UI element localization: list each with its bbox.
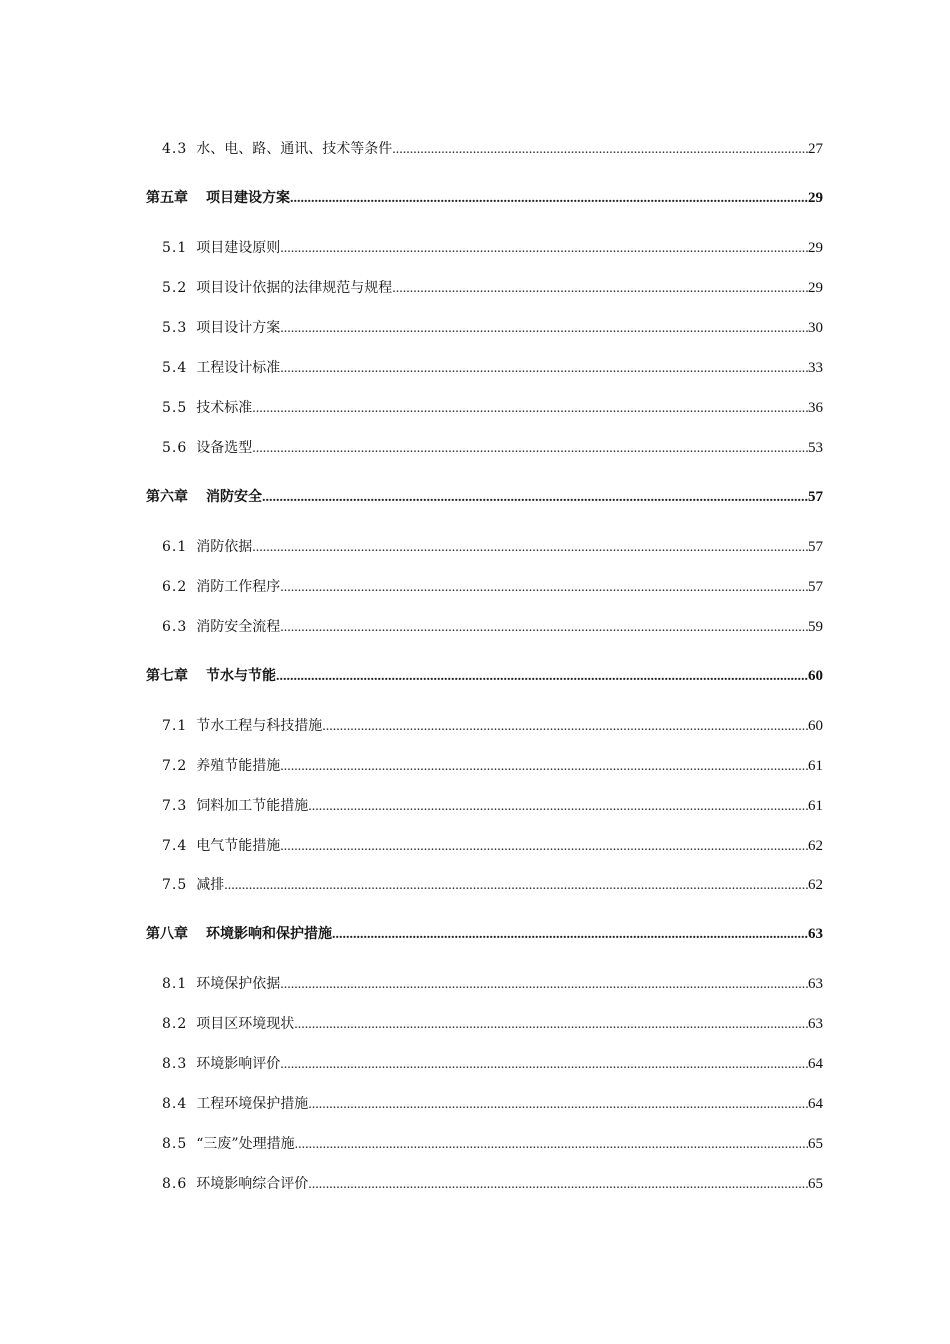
toc-entry-number: 6.1 — [162, 539, 188, 555]
toc-entry-page-number: 64 — [808, 1056, 823, 1072]
toc-entry-title: 水、电、路、通讯、技术等条件 — [196, 141, 393, 157]
toc-entry-number: 5.3 — [162, 320, 188, 336]
toc-section-entry[interactable] — [162, 357, 823, 379]
toc-dot-leader — [280, 318, 808, 340]
toc-entry-number: 第五章 — [146, 190, 188, 206]
toc-dot-leader — [276, 666, 808, 688]
toc-entry-page-number: 33 — [808, 360, 823, 376]
toc-dot-leader — [224, 875, 808, 897]
toc-entry-number: 第八章 — [146, 926, 188, 942]
toc-entry-title: 电气节能措施 — [196, 838, 281, 854]
toc-entry-number: 7.5 — [162, 877, 188, 893]
toc-dot-leader — [290, 188, 808, 210]
toc-entry-title: 项目建设原则 — [196, 240, 281, 256]
toc-dot-leader — [280, 617, 808, 639]
toc-entry-title: 消防安全流程 — [196, 619, 281, 635]
toc-entry-page-number: 30 — [808, 320, 823, 336]
toc-chapter-entry[interactable] — [146, 665, 823, 687]
toc-section-entry[interactable] — [162, 973, 823, 995]
toc-entry-title: 设备选型 — [196, 440, 253, 456]
toc-entry-title: 项目建设方案 — [206, 190, 290, 206]
toc-dot-leader — [308, 1094, 808, 1116]
toc-dot-leader — [308, 1174, 808, 1196]
toc-entry-number: 7.4 — [162, 838, 188, 854]
toc-entry-number: 7.3 — [162, 798, 188, 814]
toc-entry-page-number: 65 — [808, 1176, 823, 1192]
toc-entry-number: 第七章 — [146, 668, 188, 684]
toc-entry-number: 8.5 — [162, 1136, 188, 1152]
toc-entry-number: 7.1 — [162, 718, 188, 734]
toc-entry-page-number: 53 — [808, 440, 823, 456]
toc-entry-number: 5.5 — [162, 400, 188, 416]
toc-dot-leader — [280, 238, 808, 260]
toc-entry-title: 环境保护依据 — [196, 976, 281, 992]
toc-section-entry[interactable] — [162, 437, 823, 459]
toc-entry-page-number: 29 — [808, 280, 823, 296]
toc-section-entry[interactable] — [162, 1053, 823, 1075]
toc-entry-title: 养殖节能措施 — [196, 758, 281, 774]
toc-section-entry[interactable] — [162, 874, 823, 896]
toc-dot-leader — [392, 278, 808, 300]
toc-entry-page-number: 62 — [808, 877, 823, 893]
toc-entry-title: 环境影响评价 — [196, 1056, 281, 1072]
toc-section-entry[interactable] — [162, 715, 823, 737]
toc-dot-leader — [280, 1054, 808, 1076]
toc-dot-leader — [308, 796, 808, 818]
toc-entry-page-number: 57 — [808, 579, 823, 595]
toc-entry-title: 环境影响综合评价 — [196, 1176, 309, 1192]
toc-dot-leader — [295, 1134, 808, 1156]
toc-dot-leader — [252, 537, 808, 559]
toc-entry-page-number: 61 — [808, 758, 823, 774]
toc-entry-title: 饲料加工节能措施 — [196, 798, 309, 814]
toc-entry-page-number: 63 — [808, 976, 823, 992]
toc-entry-number: 5.6 — [162, 440, 188, 456]
toc-entry-page-number: 59 — [808, 619, 823, 635]
toc-entry-page-number: 29 — [808, 240, 823, 256]
toc-entry-page-number: 36 — [808, 400, 823, 416]
toc-section-entry[interactable] — [162, 237, 823, 259]
toc-entry-title: 环境影响和保护措施 — [206, 926, 332, 942]
toc-entry-number: 5.4 — [162, 360, 188, 376]
toc-dot-leader — [332, 924, 808, 946]
toc-entry-number: 8.4 — [162, 1096, 188, 1112]
toc-entry-number: 6.3 — [162, 619, 188, 635]
toc-dot-leader — [280, 756, 808, 778]
toc-section-entry[interactable] — [162, 835, 823, 857]
toc-dot-leader — [252, 398, 808, 420]
toc-section-entry[interactable] — [162, 616, 823, 638]
toc-section-entry[interactable] — [162, 138, 823, 160]
toc-entry-title: “三废”处理措施 — [196, 1136, 295, 1152]
toc-dot-leader — [280, 358, 808, 380]
toc-section-entry[interactable] — [162, 755, 823, 777]
toc-entry-title: 项目设计依据的法律规范与规程 — [196, 280, 393, 296]
toc-entry-number: 第六章 — [146, 489, 188, 505]
toc-entry-page-number: 63 — [808, 1016, 823, 1032]
toc-entry-number: 4.3 — [162, 141, 188, 157]
toc-section-entry[interactable] — [162, 1173, 823, 1195]
toc-section-entry[interactable] — [162, 536, 823, 558]
toc-section-entry[interactable] — [162, 397, 823, 419]
toc-entry-page-number: 65 — [808, 1136, 823, 1152]
toc-entry-page-number: 57 — [808, 489, 823, 505]
toc-entry-number: 5.1 — [162, 240, 188, 256]
toc-section-entry[interactable] — [162, 277, 823, 299]
toc-section-entry[interactable] — [162, 1133, 823, 1155]
toc-entry-number: 6.2 — [162, 579, 188, 595]
toc-entry-page-number: 27 — [808, 141, 823, 157]
toc-entry-title: 消防依据 — [196, 539, 253, 555]
toc-section-entry[interactable] — [162, 576, 823, 598]
toc-entry-title: 技术标准 — [196, 400, 253, 416]
toc-entry-title: 工程环境保护措施 — [196, 1096, 309, 1112]
toc-entry-number: 8.1 — [162, 976, 188, 992]
toc-section-entry[interactable] — [162, 317, 823, 339]
toc-entry-number: 5.2 — [162, 280, 188, 296]
toc-chapter-entry[interactable] — [146, 187, 823, 209]
toc-dot-leader — [280, 974, 808, 996]
toc-entry-title: 消防安全 — [206, 489, 262, 505]
toc-entry-title: 项目设计方案 — [196, 320, 281, 336]
toc-dot-leader — [392, 139, 808, 161]
toc-entry-title: 节水与节能 — [206, 668, 276, 684]
toc-entry-page-number: 61 — [808, 798, 823, 814]
toc-entry-page-number: 60 — [808, 718, 823, 734]
toc-section-entry[interactable] — [162, 1093, 823, 1115]
toc-chapter-entry[interactable] — [146, 923, 823, 945]
toc-entry-page-number: 57 — [808, 539, 823, 555]
toc-section-entry[interactable] — [162, 795, 823, 817]
toc-entry-number: 8.2 — [162, 1016, 188, 1032]
toc-dot-leader — [322, 716, 808, 738]
toc-dot-leader — [280, 577, 808, 599]
toc-entry-page-number: 64 — [808, 1096, 823, 1112]
toc-dot-leader — [252, 438, 808, 460]
toc-dot-leader — [262, 487, 808, 509]
toc-entry-number: 8.3 — [162, 1056, 188, 1072]
toc-entry-title: 项目区环境现状 — [196, 1016, 295, 1032]
toc-section-entry[interactable] — [162, 1013, 823, 1035]
toc-entry-page-number: 29 — [808, 190, 823, 206]
toc-entry-title: 减排 — [196, 877, 225, 893]
toc-entry-title: 消防工作程序 — [196, 579, 281, 595]
toc-entry-page-number: 62 — [808, 838, 823, 854]
toc-dot-leader — [294, 1014, 808, 1036]
toc-chapter-entry[interactable] — [146, 486, 823, 508]
toc-entry-number: 7.2 — [162, 758, 188, 774]
toc-entry-title: 工程设计标准 — [196, 360, 281, 376]
toc-entry-page-number: 63 — [808, 926, 823, 942]
toc-entry-number: 8.6 — [162, 1176, 188, 1192]
toc-entry-page-number: 60 — [808, 668, 823, 684]
toc-entry-title: 节水工程与科技措施 — [196, 718, 323, 734]
toc-dot-leader — [280, 836, 808, 858]
